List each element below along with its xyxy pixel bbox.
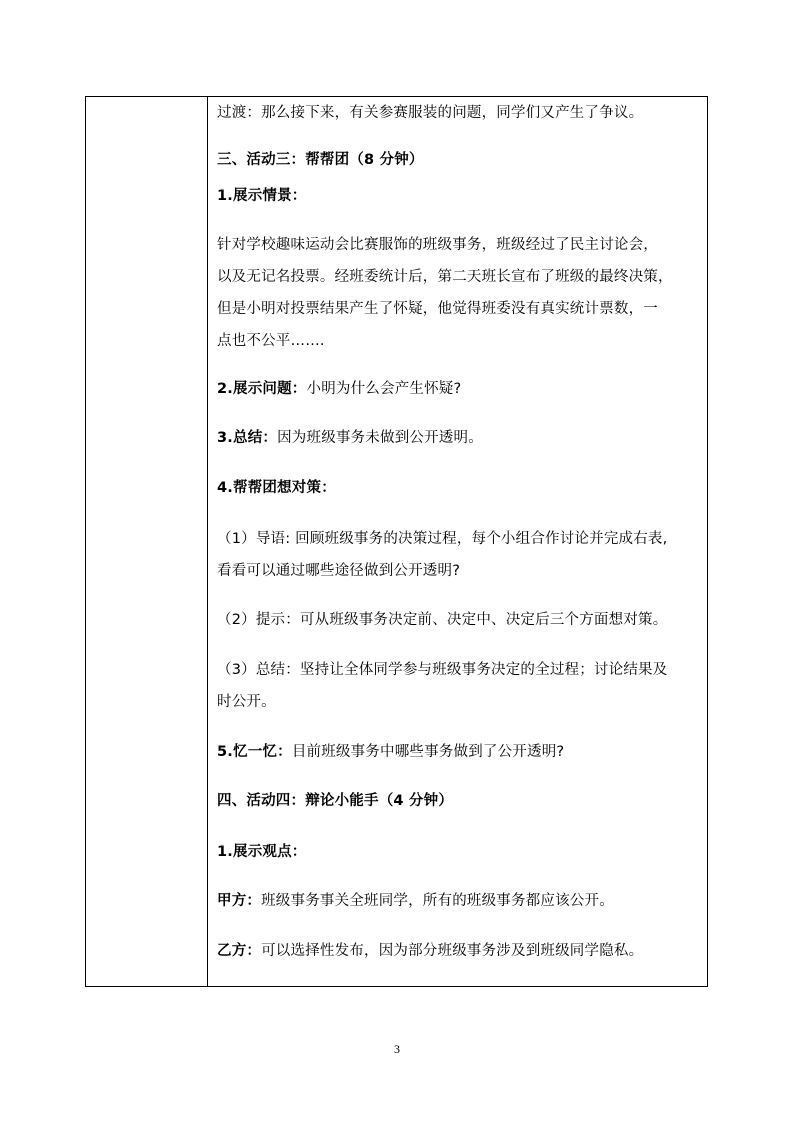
item-1-label: 1.展示情景：	[217, 188, 307, 204]
side-b-label: 乙方：	[217, 943, 262, 959]
item-2-text: 小明为什么会产生怀疑?	[306, 381, 462, 397]
scenario-line: 但是小明对投票结果产生了怀疑，他觉得班委没有真实统计票数，一	[217, 301, 658, 317]
scenario-line: 针对学校趣味运动会比赛服饰的班级事务，班级经过了民主讨论会，	[217, 237, 658, 253]
table-content-cell	[208, 97, 707, 986]
item-6-label: 1.展示观点：	[217, 844, 307, 860]
lesson-table	[85, 96, 708, 987]
section-4-heading: 四、活动四：辩论小能手（4 分钟）	[217, 793, 454, 809]
summary-line: 时公开。	[217, 694, 276, 710]
scenario-line: 以及无记名投票。经班委统计后，第二天班长宣布了班级的最终决策，	[217, 269, 673, 285]
side-b	[217, 941, 703, 961]
item-4-label: 4.帮帮团想对策：	[217, 480, 336, 496]
item-3-label: 3.总结：	[217, 430, 278, 446]
item-3-text: 因为班级事务未做到公开透明。	[277, 430, 483, 446]
item-5	[217, 742, 703, 762]
table-left-cell	[86, 97, 208, 986]
scenario-line: 点也不公平…….	[217, 333, 325, 349]
page-number: 3	[394, 1042, 400, 1056]
guide-line: （1）导语: 回顾班级事务的决策过程，每个小组合作讨论并完成右表,	[217, 531, 668, 547]
hint-text: （2）提示：可从班级事务决定前、决定中、决定后三个方面想对策。	[217, 612, 668, 628]
item-5-text: 目前班级事务中哪些事务做到了公开透明?	[291, 744, 565, 760]
transition-text: 过渡：那么接下来，有关参赛服装的问题，同学们又产生了争议。	[217, 105, 644, 121]
item-5-label: 5.忆一忆：	[217, 744, 292, 760]
side-a-text: 班级事务事关全班同学，所有的班级事务都应该公开。	[261, 893, 614, 909]
summary-line: （3）总结：坚持让全体同学参与班级事务决定的全过程；讨论结果及	[217, 662, 668, 678]
item-2-label: 2.展示问题：	[217, 381, 307, 397]
guide-line: 看看可以通过哪些途径做到公开透明?	[217, 563, 461, 579]
item-2	[217, 379, 703, 399]
side-b-text: 可以选择性发布，因为部分班级事务涉及到班级同学隐私。	[261, 943, 644, 959]
item-3	[217, 428, 703, 448]
section-3-heading: 三、活动三：帮帮团（8 分钟）	[217, 152, 424, 168]
side-a-label: 甲方：	[217, 893, 262, 909]
side-a	[217, 891, 703, 911]
